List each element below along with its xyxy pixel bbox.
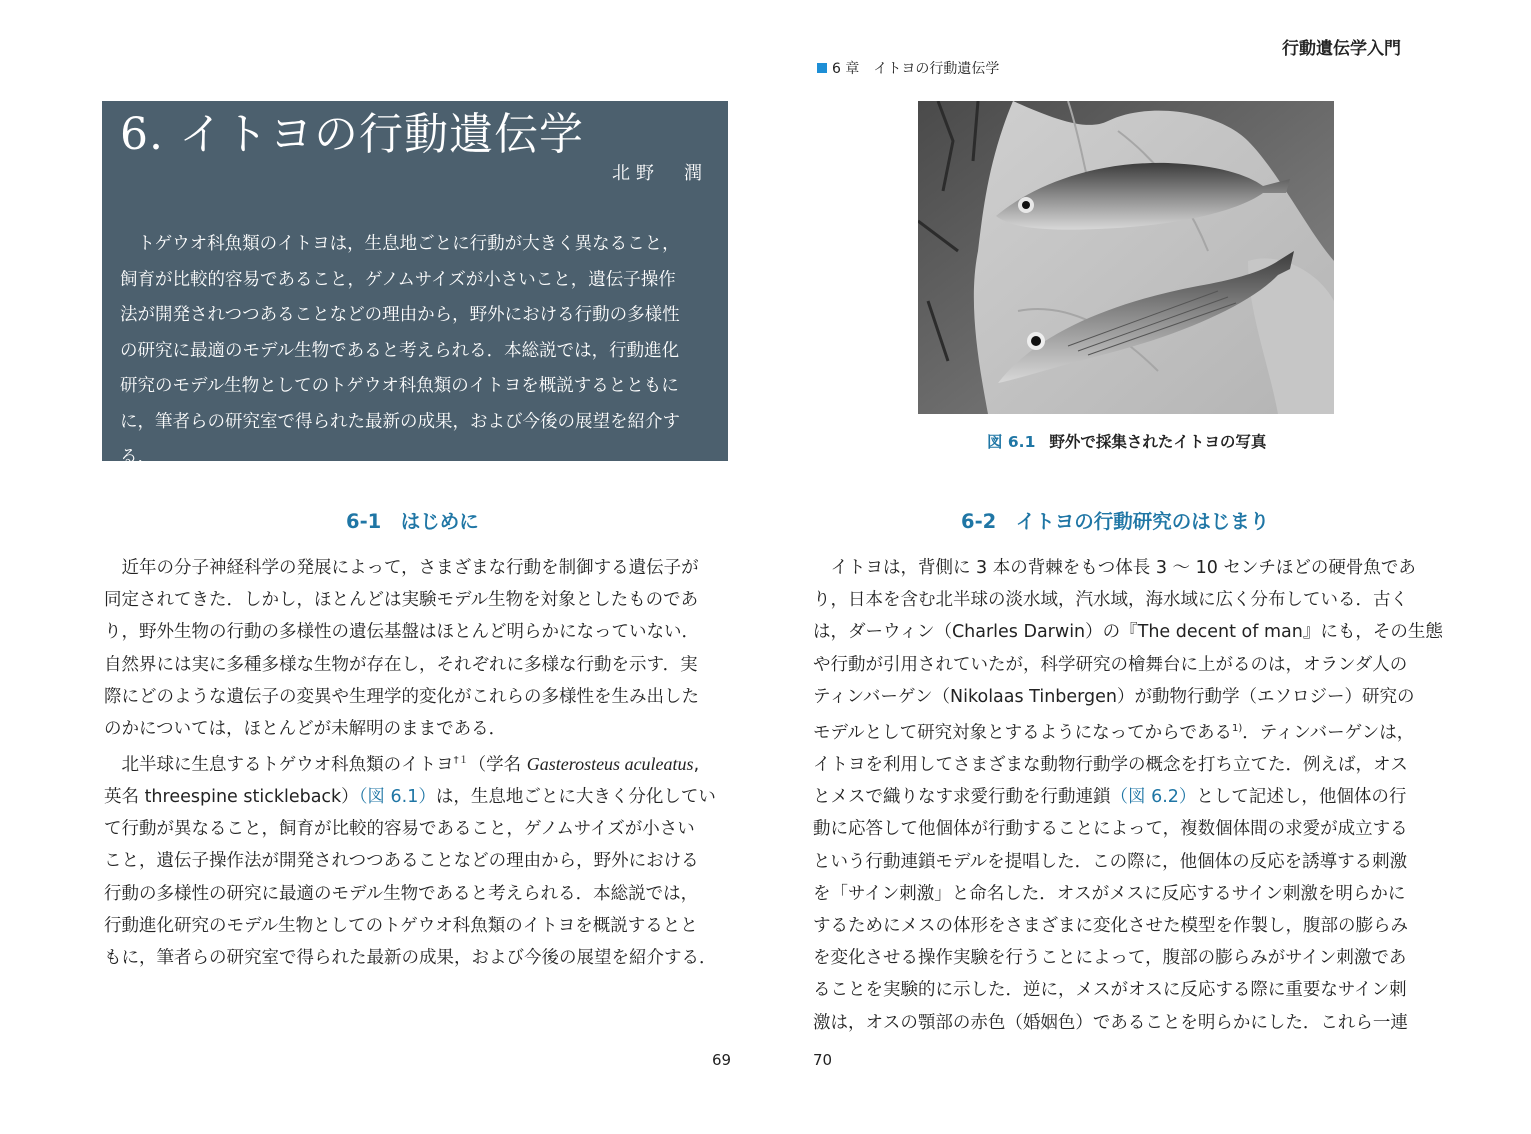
paragraph-3 (813, 552, 1443, 1039)
abstract-line: トゲウオ科魚類のイトヨは，生息地ごとに行動が大きく異なること， (137, 234, 680, 254)
abstract-line: る． (120, 447, 155, 467)
running-title: 行動遺伝学入門 (1282, 39, 1401, 59)
text-line: 行動進化研究のモデル生物としてのトゲウオ科魚類のイトヨを概説するとと (104, 915, 698, 936)
page-number: 69 (712, 1051, 732, 1069)
chapter-title: 6. イトヨの行動遺伝学 (120, 109, 584, 160)
text-line: こと，遺伝子操作法が開発されつつあることなどの理由から，野外における (104, 851, 699, 872)
chapter-abstract (120, 227, 714, 476)
text-line: イトヨを利用してさまざまな動物行動学の概念を打ち立てた．例えば，オス (813, 755, 1408, 776)
text-line: イトヨは，背側に 3 本の背棘をもつ体長 3 ～ 10 センチほどの硬骨魚であ (830, 558, 1416, 578)
text-line: 近年の分子神経科学の発展によって，さまざまな行動を制御する遺伝子が (121, 558, 699, 578)
text-line: て行動が異なること，飼育が比較的容易であること，ゲノムサイズが小さい (104, 819, 695, 840)
section-heading-6-2: 6-2 イトヨの行動研究のはじまり (961, 510, 1270, 533)
text-line: 際にどのような遺伝子の変異や生理学的変化がこれらの多様性を生み出した (104, 686, 699, 707)
section-heading-6-1: 6-1 はじめに (346, 510, 479, 533)
text-line: り，野外生物の行動の多様性の遺伝基盤はほとんど明らかになっていない． (104, 622, 699, 643)
figure-reference-link[interactable]: （図 6.2） (1110, 787, 1197, 808)
footnote-mark: †１ (453, 755, 469, 766)
text-line: 同定されてきた．しかし，ほとんどは実験モデル生物を対象としたものであ (104, 590, 699, 611)
abstract-line: 飼育が比較的容易であること，ゲノムサイズが小さいこと，遺伝子操作 (120, 269, 676, 290)
chapter-label-text: 6 章 イトヨの行動遺伝学 (832, 61, 1000, 77)
text-run: 英名 threespine stickleback） (104, 787, 359, 808)
chapter-title-box (102, 101, 728, 467)
abstract-line: に，筆者らの研究室で得られた最新の成果，および今後の展望を紹介す (120, 411, 680, 432)
text-run: とメスで織りなす求愛行動を行動連鎖 (813, 787, 1111, 808)
text-line: ることを実験的に示した．逆に，メスがオスに反応する際に重要なサイン刺 (813, 980, 1407, 1001)
abstract-line: 研究のモデル生物としてのトゲウオ科魚類のイトヨを概説するとともに (120, 376, 679, 396)
text-line: 激は，オスの顎部の赤色（婚姻色）であることを明らかにした．これら一連 (813, 1012, 1408, 1033)
text-line: ティンバーゲン（Nikolaas Tinbergen）が動物行動学（エソロジー）研究の (813, 686, 1415, 707)
text-line: 動に応答して他個体が行動することによって，複数個体間の求愛が成立する (813, 819, 1408, 840)
text-run: として記述し，他個体の行 (1196, 787, 1407, 808)
text-line: もに，筆者らの研究室で得られた最新の成果，および今後の展望を紹介する． (104, 948, 717, 969)
text-line: という行動連鎖モデルを提唱した．この際に，他個体の反応を誘導する刺激 (813, 851, 1408, 872)
text-run: （学名 (468, 754, 527, 775)
text-line (104, 781, 730, 813)
text-line: のかについては，ほとんどが未解明のままである． (104, 719, 507, 740)
text-line: は，ダーウィン（Charles Darwin）の『The decent of man』にも，その生態 (813, 622, 1443, 643)
chapter-author: 北野 潤 (612, 163, 708, 184)
chapter-square-icon (817, 63, 827, 73)
text-line: 行動の多様性の研究に最適のモデル生物であると考えられる．本総説では， (104, 883, 699, 904)
text-line (813, 713, 1443, 749)
text-line: や行動が引用されていたが，科学研究の檜舞台に上がるのは，オランダ人の (813, 654, 1408, 675)
paragraph-2 (104, 745, 730, 974)
stickleback-photo-illustration (918, 101, 1334, 414)
reference-mark: 1) (1231, 723, 1243, 735)
text-line: を変化させる操作実験を行うことによって，腹部の膨らみがサイン刺激であ (813, 948, 1407, 969)
paragraph-1 (104, 552, 730, 745)
left-page (0, 0, 765, 1134)
figure-caption (987, 430, 1266, 452)
page-number: 70 (813, 1051, 833, 1069)
text-run: は，生息地ごとに大きく分化してい (435, 787, 716, 808)
abstract-line: 法が開発されつつあることなどの理由から，野外における行動の多様性 (120, 305, 680, 325)
figure-reference-link[interactable]: （図 6.1） (358, 787, 436, 808)
stickleback-photo (918, 101, 1334, 414)
text-run: , (693, 754, 700, 775)
figure-number: 図 6.1 (987, 433, 1036, 451)
text-line: を「サイン刺激」と命名した．オスがメスに反応するサイン刺激を明らかに (813, 883, 1406, 904)
text-run: ．ティンバーゲンは， (1242, 722, 1415, 743)
chapter-label (817, 58, 999, 78)
text-run: 北半球に生息するトゲウオ科魚類のイトヨ (121, 754, 454, 775)
abstract-line: の研究に最適のモデル生物であると考えられる．本総説では，行動進化 (120, 340, 680, 361)
text-line: 自然界には実に多種多様な生物が存在し，それぞれに多様な行動を示す．実 (104, 654, 698, 675)
text-line: するためにメスの体形をさまざまに変化させた模型を作製し，腹部の膨らみ (813, 916, 1408, 937)
right-page (765, 0, 1531, 1134)
scientific-name: Gasterosteus aculeatus (526, 753, 694, 774)
text-line (104, 745, 730, 781)
text-line (813, 781, 1443, 813)
text-run: モデルとして研究対象とするようになってからである (813, 722, 1232, 743)
text-line: り，日本を含む北半球の淡水域，汽水域，海水域に広く分布している．古く (813, 590, 1408, 611)
figure-caption-text: 野外で採集されたイトヨの写真 (1049, 433, 1267, 451)
